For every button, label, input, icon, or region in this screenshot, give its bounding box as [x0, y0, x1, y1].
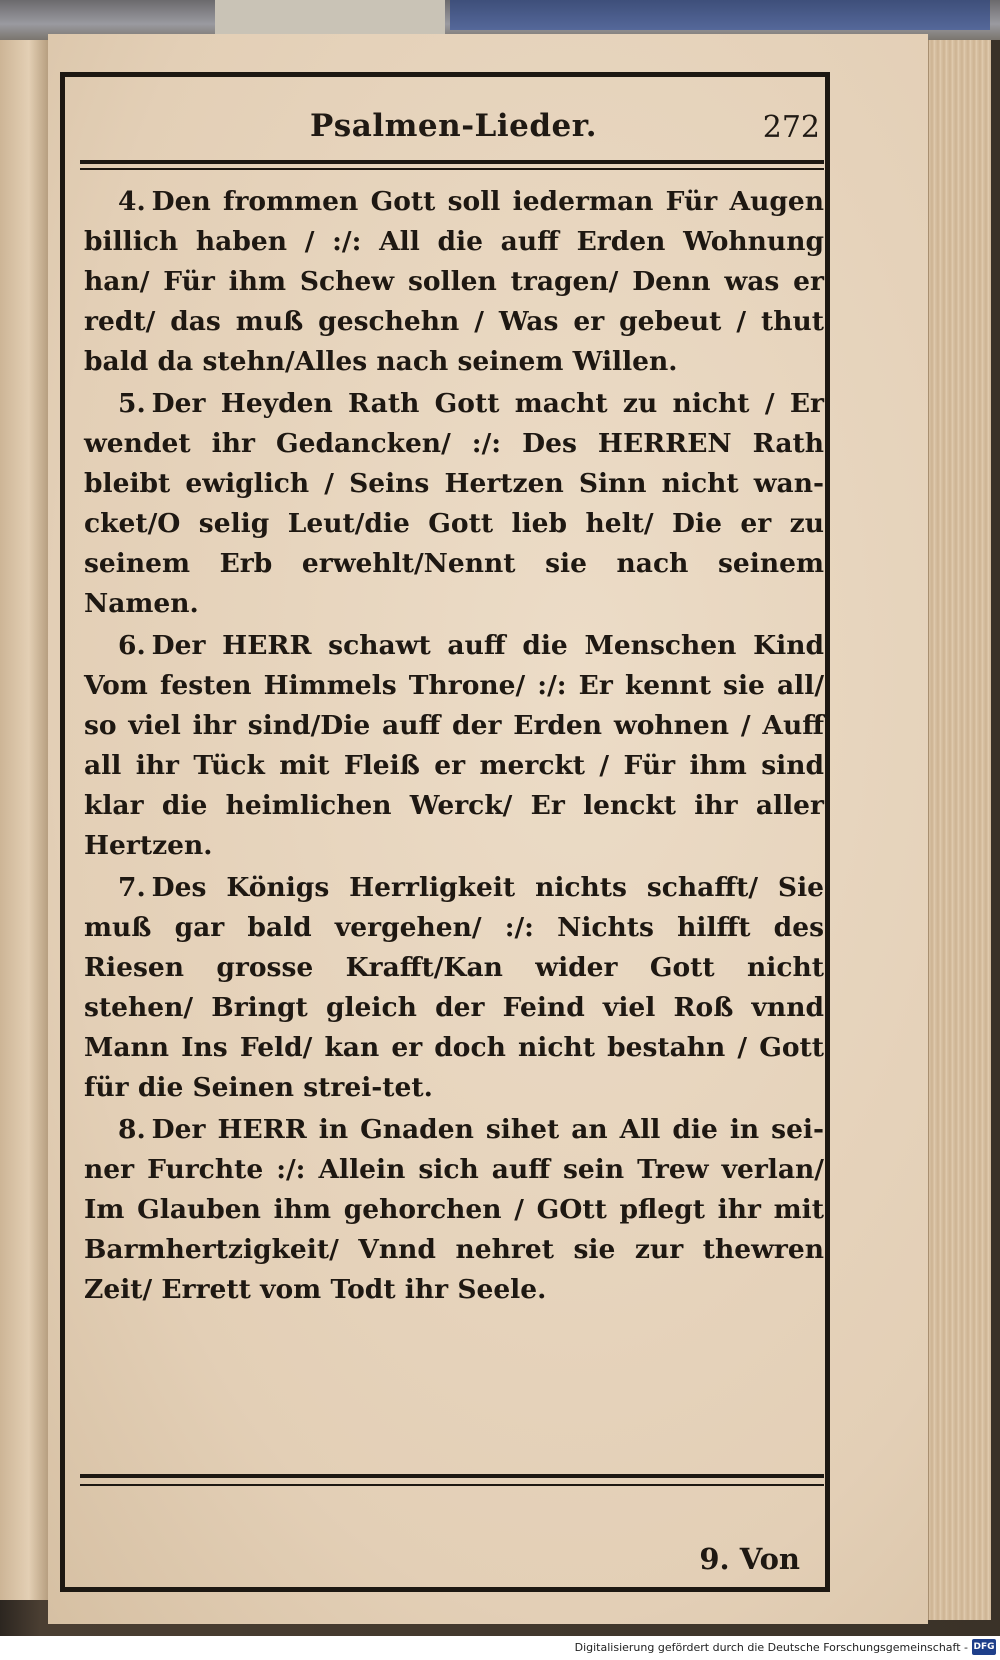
- stanza-text: Der HERR in Gnaden sihet an All die in sei-ner Furchte :/: Allein sich auff sein Trew verlan/ Im Glauben ihm gehorchen / GOtt pflegt ihr mit Barmhertzigkeit/ Vnnd nehret sie zur thewren Zeit/ Errett vom Todt ihr Seele.: [84, 1114, 824, 1305]
- bookmark-ribbon: [215, 0, 445, 36]
- previous-page-edge: [0, 40, 50, 1600]
- stanza-number: 4.: [118, 186, 146, 217]
- stanza-5: [84, 384, 824, 624]
- header-rule: [80, 160, 824, 164]
- page-number: 272: [762, 110, 820, 145]
- stanza-text: Der HERR schawt auff die Menschen Kind Vom festen Himmels Throne/ :/: Er kennt sie all/ so viel ihr sind/Die auff der Erden wohnen / Auff all ihr Tück mit Fleiß er merckt / Für ihm sind klar die heimlichen Werck/ Er lenckt ihr aller Hertzen.: [84, 630, 824, 861]
- stanza-text: Des Königs Herrligkeit nichts schafft/ Sie muß gar bald vergehen/ :/: Nichts hilfft des Riesen grosse Krafft/Kan wider Gott nicht stehen/ Bringt gleich der Feind viel Roß vnnd Mann Ins Feld/ kan er doch nicht bestahn / Gott für die Seinen strei-tet.: [84, 872, 824, 1103]
- dfg-logo: DFG: [972, 1639, 996, 1655]
- catchword: 9. Von: [699, 1542, 800, 1576]
- stanza-number: 5.: [118, 388, 146, 419]
- blue-cover-tab: [450, 0, 990, 30]
- stanza-8: [84, 1110, 824, 1310]
- psalm-text: [84, 182, 824, 1312]
- stanza-number: 7.: [118, 872, 146, 903]
- stanza-7: [84, 868, 824, 1108]
- footer-rule-thin: [80, 1484, 824, 1486]
- stanza-number: 8.: [118, 1114, 146, 1145]
- funding-credit: Digitalisierung gefördert durch die Deutsche Forschungsgemeinschaft -: [574, 1641, 968, 1654]
- stanza-text: Den frommen Gott soll iederman Für Augen billich haben / :/: All die auff Erden Wohnung han/ Für ihm Schew sollen tragen/ Denn was er redt/ das muß geschehn / Was er gebeut / thut bald da stehn/Alles nach seinem Willen.: [84, 186, 824, 377]
- footer-rule: [80, 1474, 824, 1478]
- stanza-6: [84, 626, 824, 866]
- stanza-4: [84, 182, 824, 382]
- page-stack-edges: [928, 40, 991, 1620]
- stanza-number: 6.: [118, 630, 146, 661]
- stanza-text: Der Heyden Rath Gott macht zu nicht / Er wendet ihr Gedancken/ :/: Des HERREN Rath bleibt ewiglich / Seins Hertzen Sinn nicht wan-cket/O selig Leut/die Gott lieb helt/ Die er zu seinem Erb erwehlt/Nennt sie nach seinem Namen.: [84, 388, 824, 619]
- header-rule-thin: [80, 168, 824, 170]
- page-header: [80, 108, 820, 154]
- running-title: Psalmen-Lieder.: [310, 108, 598, 144]
